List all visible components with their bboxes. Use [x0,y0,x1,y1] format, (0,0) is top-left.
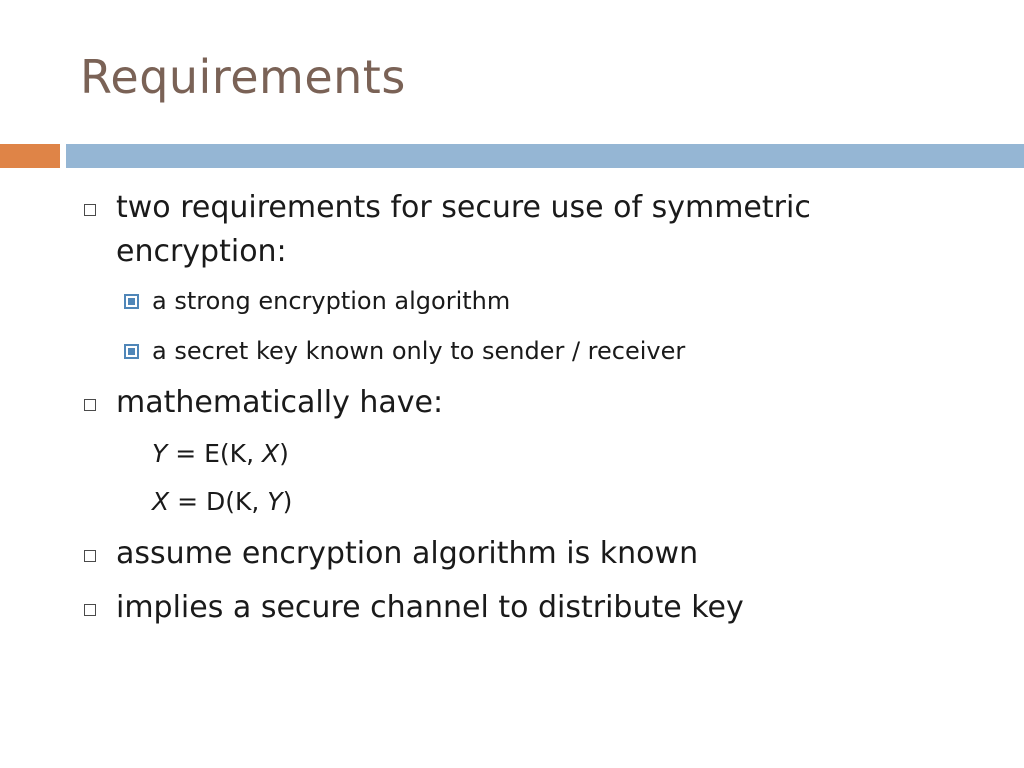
bullet-text: mathematically have: [116,385,444,420]
formula-variable: X [261,439,280,468]
bullet-text-line: encryption: [116,234,287,269]
formula-text: = D(K, [169,487,268,516]
sub-bullet-text: a secret key known only to sender / receiver [152,337,686,365]
formula-variable: Y [267,487,283,516]
square-bullet-icon [84,604,96,616]
square-bullet-icon [84,399,96,411]
square-bullet-icon [84,550,96,562]
filled-square-bullet-icon [124,344,139,359]
formula-text: = E(K, [167,439,262,468]
formula [152,437,289,471]
slide-title: Requirements [80,50,406,104]
formula [152,485,292,519]
formula-text: ) [282,487,293,516]
formula-variable: Y [152,439,168,468]
formula-text: ) [279,439,289,468]
square-bullet-icon [84,204,96,216]
sub-bullet-text: a strong encryption algorithm [152,287,511,315]
bullet-text: assume encryption algorithm is known [116,536,699,571]
formula-variable: X [152,487,170,516]
filled-square-bullet-icon [124,294,139,309]
bullet-text: implies a secure channel to distribute key [116,590,744,625]
bullet-text-line: two requirements for secure use of symmetric [116,190,811,225]
bullet-text [116,186,906,274]
